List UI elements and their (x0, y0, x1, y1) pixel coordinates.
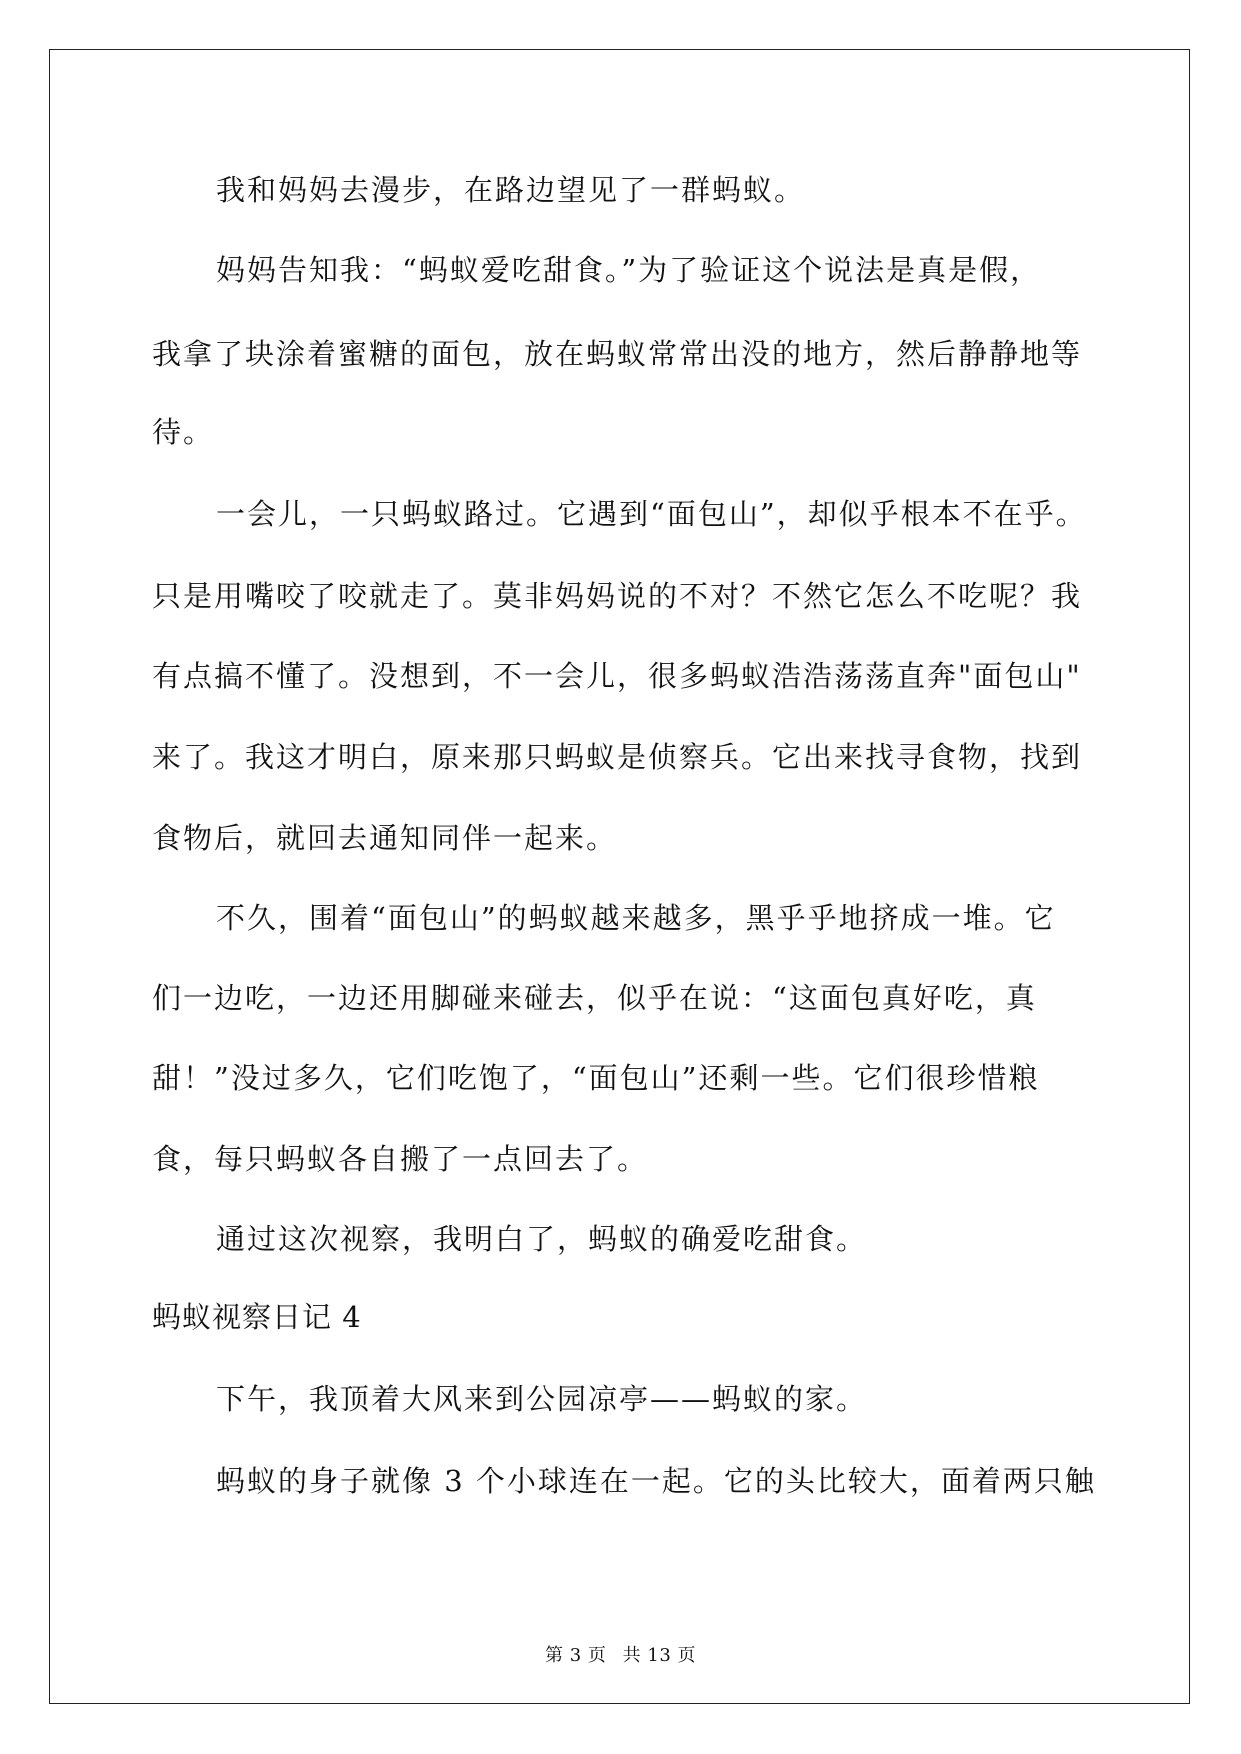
page-total: 共 13 页 (622, 1645, 696, 1666)
paragraph-line: 只是用嘴咬了咬就走了。莫非妈妈说的不对？不然它怎么不吃呢？我 (152, 579, 1083, 613)
paragraph-line: 我拿了块涂着蜜糖的面包，放在蚂蚁常常出没的地方，然后静静地等 (152, 337, 1083, 371)
section-heading: 蚂蚁视察日记 4 (152, 1300, 362, 1334)
paragraph-line: 食物后，就回去通知同伴一起来。 (152, 821, 618, 855)
paragraph-line: 食，每只蚂蚁各自搬了一点回去了。 (152, 1142, 649, 1176)
page-number: 第 3 页 (545, 1645, 607, 1666)
paragraph-line: 蚂蚁的身子就像 3 个小球连在一起。它的头比较大，面着两只触 (216, 1464, 1096, 1498)
paragraph-line: 妈妈告知我：“蚂蚁爱吃甜食。”为了验证这个说法是真是假， (216, 253, 1042, 287)
paragraph-line: 来了。我这才明白，原来那只蚂蚁是侦察兵。它出来找寻食物，找到 (152, 740, 1083, 774)
paragraph-line: 通过这次视察，我明白了，蚂蚁的确爱吃甜食。 (216, 1222, 868, 1256)
paragraph-line: 下午，我顶着大风来到公园凉亭——蚂蚁的家。 (216, 1382, 868, 1416)
paragraph-line: 待。 (152, 415, 215, 449)
page-footer (0, 1641, 1241, 1667)
page-border (49, 49, 1190, 1704)
paragraph-line: 一会儿，一只蚂蚁路过。它遇到“面包山”，却似乎根本不在乎。 (216, 497, 1087, 531)
paragraph-line: 我和妈妈去漫步，在路边望见了一群蚂蚁。 (216, 173, 806, 207)
paragraph-line: 不久，围着“面包山”的蚂蚁越来越多，黑乎乎地挤成一堆。它 (216, 901, 1056, 935)
paragraph-line: 们一边吃，一边还用脚碰来碰去，似乎在说：“这面包真好吃，真 (152, 981, 1037, 1015)
paragraph-line: 有点搞不懂了。没想到，不一会儿，很多蚂蚁浩浩荡荡直奔"面包山" (152, 659, 1082, 693)
paragraph-line: 甜！”没过多久，它们吃饱了，“面包山”还剩一些。它们很珍惜粮 (152, 1061, 1040, 1095)
